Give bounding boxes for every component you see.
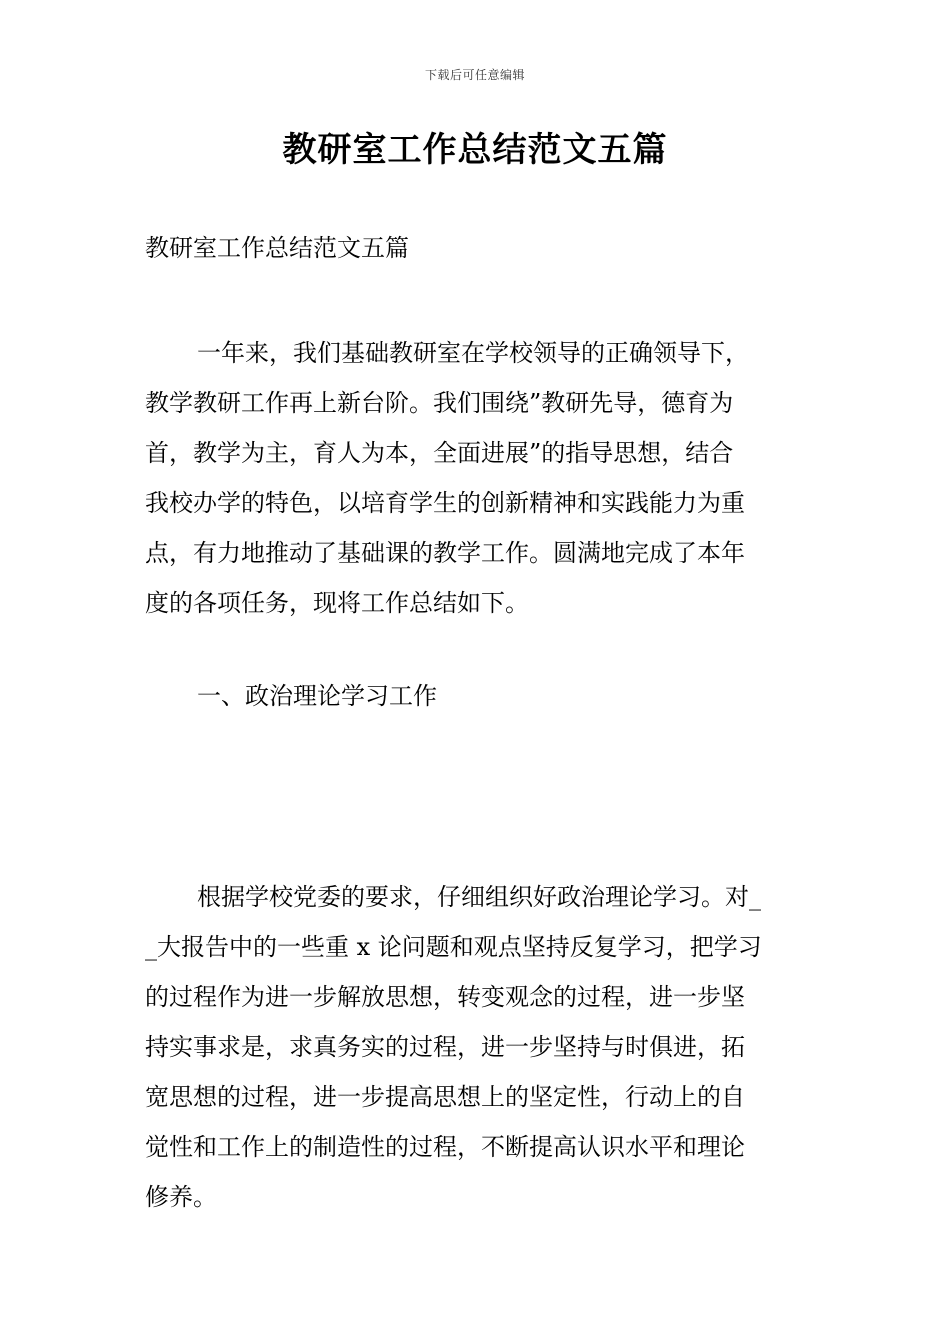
paragraph-intro (145, 328, 805, 628)
paragraph-line: 一年来，我们基础教研室在学校领导的正确领导下， (197, 339, 749, 367)
document-subtitle: 教研室工作总结范文五篇 (145, 234, 409, 262)
paragraph-line: 度的各项任务，现将工作总结如下。 (145, 589, 529, 617)
paragraph-line: 根据学校党委的要求，仔细组织好政治理论学习。对_ (197, 883, 761, 911)
paragraph-line: 持实事求是，求真务实的过程，进一步坚持与时俱进，拓 (145, 1033, 745, 1061)
paragraph-line: 的过程作为进一步解放思想，转变观念的过程，进一步坚 (145, 983, 745, 1011)
paragraph-line: 我校办学的特色，以培育学生的创新精神和实践能力为重 (145, 489, 745, 517)
document-title: 教研室工作总结范文五篇 (282, 130, 668, 170)
paragraph-line: 觉性和工作上的制造性的过程，不断提高认识水平和理论 (145, 1133, 745, 1161)
paragraph-political-study (145, 872, 805, 1222)
paragraph-line: _大报告中的一些重 x 论问题和观点坚持反复学习，把学习 (145, 933, 762, 961)
header-note: 下载后可任意编辑 (424, 68, 525, 82)
paragraph-line: 修养。 (145, 1183, 217, 1211)
paragraph-line: 教学教研工作再上新台阶。我们围绕”教研先导，德育为 (145, 389, 734, 417)
section-heading: 一、政治理论学习工作 (197, 682, 437, 710)
paragraph-line: 首，教学为主，育人为本，全面进展”的指导思想，结合 (145, 439, 734, 467)
paragraph-line: 点，有力地推动了基础课的教学工作。圆满地完成了本年 (145, 539, 745, 567)
paragraph-line: 宽思想的过程，进一步提高思想上的坚定性，行动上的自 (145, 1083, 745, 1111)
